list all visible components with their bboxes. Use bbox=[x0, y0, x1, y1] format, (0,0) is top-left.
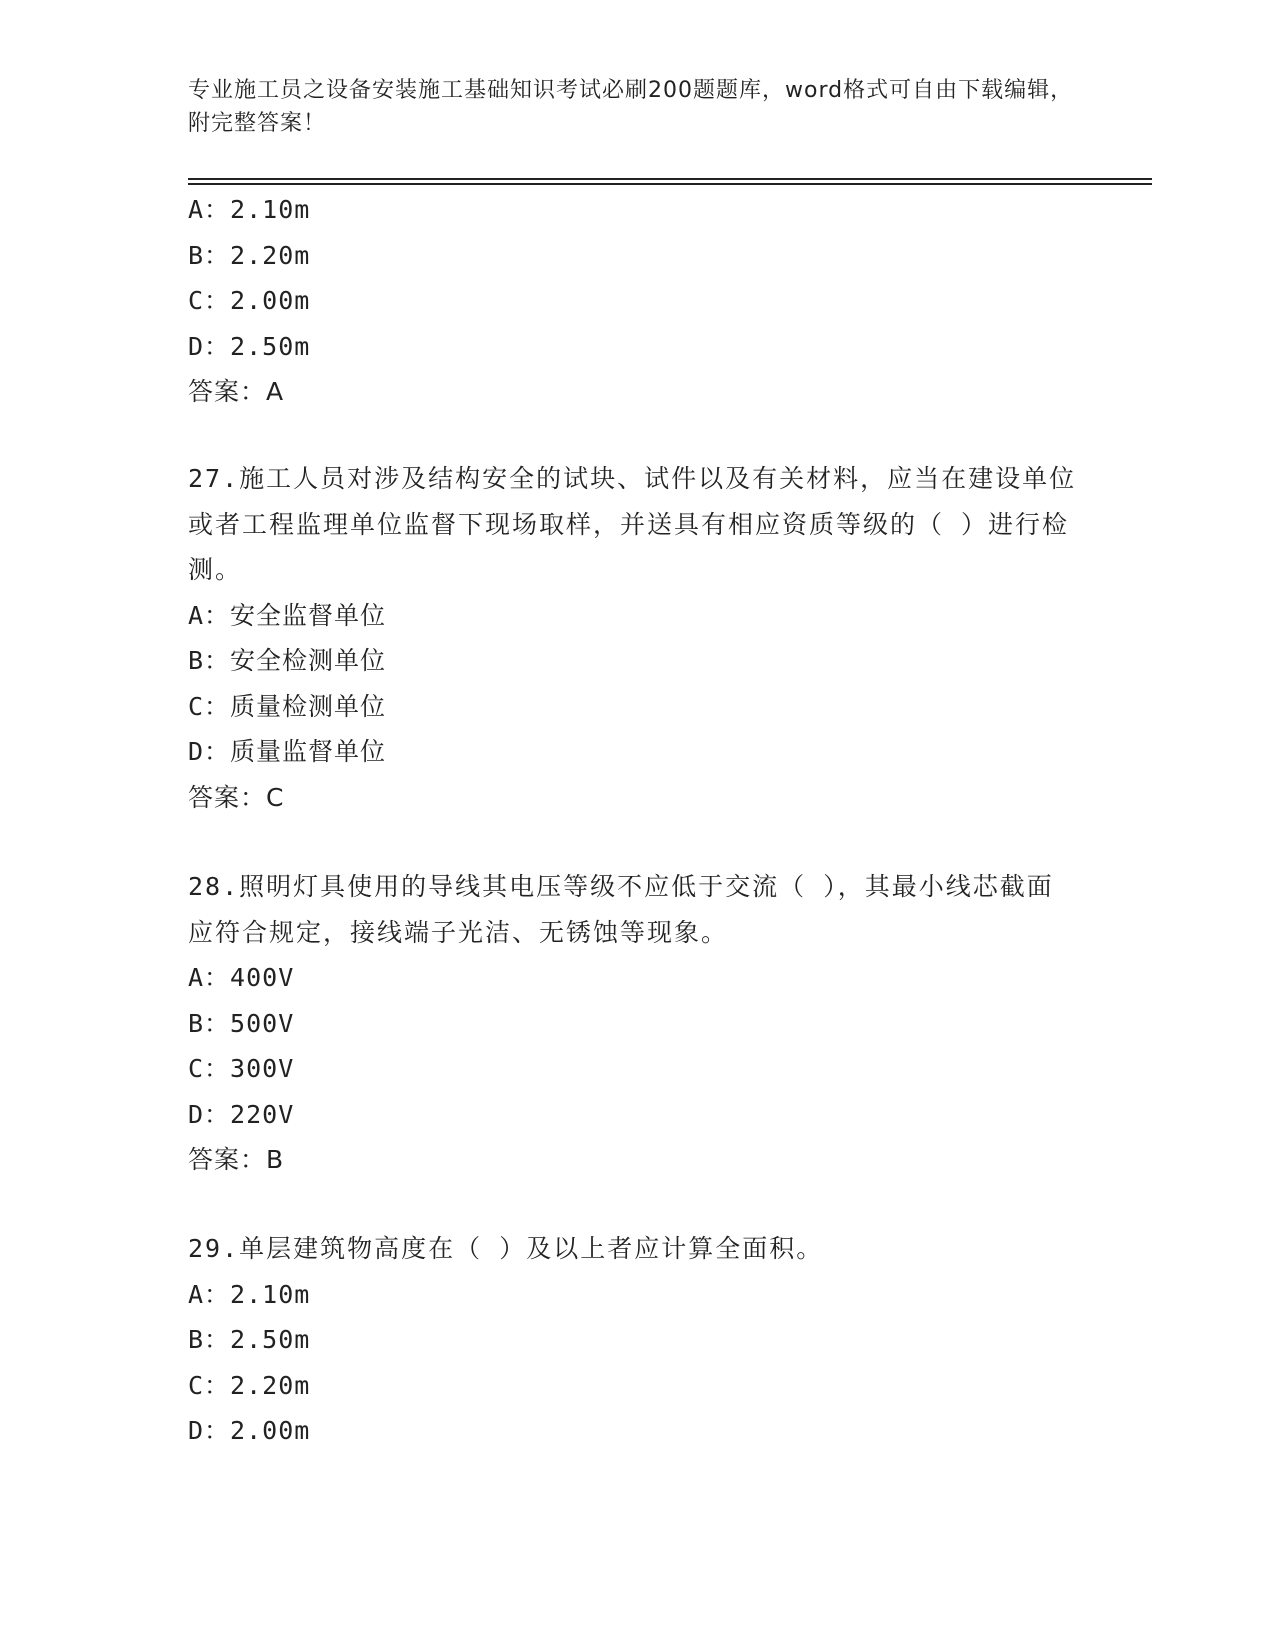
option-b: B：2.50m bbox=[188, 1325, 311, 1354]
option-d: D：2.50m bbox=[188, 331, 311, 361]
question-27-block bbox=[188, 456, 1088, 820]
document-header: 专业施工员之设备安装施工基础知识考试必刷200题题库，word格式可自由下载编辑，附完整答案！ bbox=[188, 78, 1074, 136]
option-a: A：安全监督单位 bbox=[188, 600, 387, 630]
question-text: 28.照明灯具使用的导线其电压等级不应低于交流（ ），其最小线芯截面应符合规定，接线端子光洁、无锈蚀等现象。 bbox=[188, 872, 1054, 947]
option-c: C：质量检测单位 bbox=[188, 691, 387, 721]
option-a: A：400V bbox=[188, 963, 295, 992]
option-c: C：2.00m bbox=[188, 286, 311, 315]
question-29-block bbox=[188, 1226, 1088, 1454]
answer-label: 答案：C bbox=[188, 782, 285, 812]
question-26-block bbox=[188, 187, 1088, 415]
option-b: B：安全检测单位 bbox=[188, 646, 387, 675]
answer-label: 答案：A bbox=[188, 377, 285, 406]
header-divider-top bbox=[188, 178, 1152, 180]
option-a: A：2.10m bbox=[188, 1279, 311, 1309]
question-28-block bbox=[188, 864, 1088, 1183]
answer-label: 答案：B bbox=[188, 1145, 285, 1174]
question-text: 27.施工人员对涉及结构安全的试块、试件以及有关材料，应当在建设单位或者工程监理单位监督下现场取样，并送具有相应资质等级的（ ）进行检测。 bbox=[188, 464, 1077, 584]
option-c: C：300V bbox=[188, 1054, 295, 1083]
option-c: C：2.20m bbox=[188, 1370, 311, 1400]
option-a: A：2.10m bbox=[188, 195, 311, 224]
option-d: D：220V bbox=[188, 1099, 295, 1129]
option-d: D：2.00m bbox=[188, 1416, 311, 1445]
option-b: B：2.20m bbox=[188, 240, 311, 270]
header-divider-bottom bbox=[188, 183, 1152, 185]
question-text: 29.单层建筑物高度在（ ）及以上者应计算全面积。 bbox=[188, 1234, 824, 1263]
option-d: D：质量监督单位 bbox=[188, 737, 387, 766]
option-b: B：500V bbox=[188, 1008, 295, 1038]
